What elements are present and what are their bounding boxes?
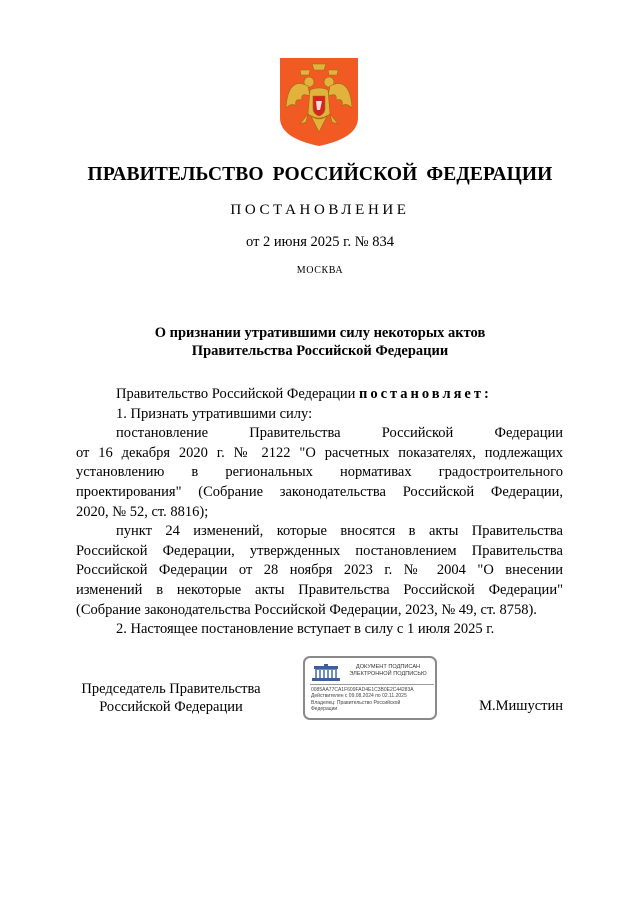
paragraph-line: установлению в региональных нормативах градостроительного <box>76 464 563 481</box>
position-line-2: Российской Федерации <box>99 699 243 715</box>
signatory-name: М.Мишустин <box>479 698 563 714</box>
position-line-1: Председатель Правительства <box>81 681 261 697</box>
decree-date-number: от 2 июня 2025 г. № 834 <box>246 234 394 250</box>
stamp-divider <box>310 684 434 685</box>
stamp-title-line-1: ДОКУМЕНТ ПОДПИСАН <box>355 664 421 670</box>
subject-line-1: О признании утратившими силу некоторых актов <box>154 325 486 341</box>
paragraph-line: (Собрание законодательства Российской Федерации, 2023, № 49, ст. 8758). <box>76 601 537 618</box>
paragraph-line: Российской Федерации от 28 ноября 2023 г. № 2004 "О внесении <box>76 562 563 579</box>
paragraph-second-repealed-act <box>76 522 563 620</box>
item-2: 2. Настоящее постановление вступает в силу с 1 июля 2025 г. <box>116 621 495 638</box>
paragraph-line: от 16 декабря 2020 г. № 2122 "О расчетных показателях, подлежащих <box>76 444 563 461</box>
government-title: ПРАВИТЕЛЬСТВО РОССИЙСКОЙ ФЕДЕРАЦИИ <box>87 164 553 185</box>
paragraph-line: постановление Правительства Российской Федерации <box>116 425 563 442</box>
paragraph-line: 2020, № 52, ст. 8816); <box>76 503 209 520</box>
stamp-certificate: 0085AA77CA1F609FAD4E1C3B0E2C44283A <box>311 687 414 693</box>
paragraph-line: изменений в некоторые акты Правительства Российской Федерации" <box>76 581 563 598</box>
intro-verb: постановляет: <box>358 386 492 402</box>
paragraph-first-repealed-act <box>76 424 563 522</box>
electronic-signature-stamp <box>303 656 437 720</box>
stamp-validity: Действителен с 09.08.2024 по 02.11.2025 <box>311 693 407 700</box>
signatory-position <box>76 680 266 716</box>
stamp-details <box>311 687 435 713</box>
decree-subject <box>0 324 640 360</box>
paragraph-line: пункт 24 изменений, которые вносятся в акты Правительства <box>116 523 563 540</box>
item-1: 1. Признать утратившими силу: <box>116 405 313 422</box>
city: МОСКВА <box>296 265 344 276</box>
document-type: ПОСТАНОВЛЕНИЕ <box>230 202 410 218</box>
stamp-title-line-2: ЭЛЕКТРОННОЙ ПОДПИСЬЮ <box>349 671 427 677</box>
intro-text: Правительство Российской Федерации <box>116 386 356 402</box>
intro-paragraph <box>76 385 563 405</box>
subject-line-2: Правительства Российской Федерации <box>191 343 449 359</box>
coat-of-arms-icon <box>278 56 360 148</box>
stamp-owner-line-1: Владелец: Правительство Российской <box>311 699 401 706</box>
stamp-owner-line-2: Федерации <box>311 706 338 713</box>
paragraph-line: Российской Федерации, утвержденных постановлением Правительства <box>76 542 563 559</box>
government-building-icon <box>311 664 341 682</box>
paragraph-line: проектирования" (Собрание законодательства Российской Федерации, <box>76 483 563 500</box>
decree-body <box>76 385 563 640</box>
stamp-title <box>341 664 435 678</box>
